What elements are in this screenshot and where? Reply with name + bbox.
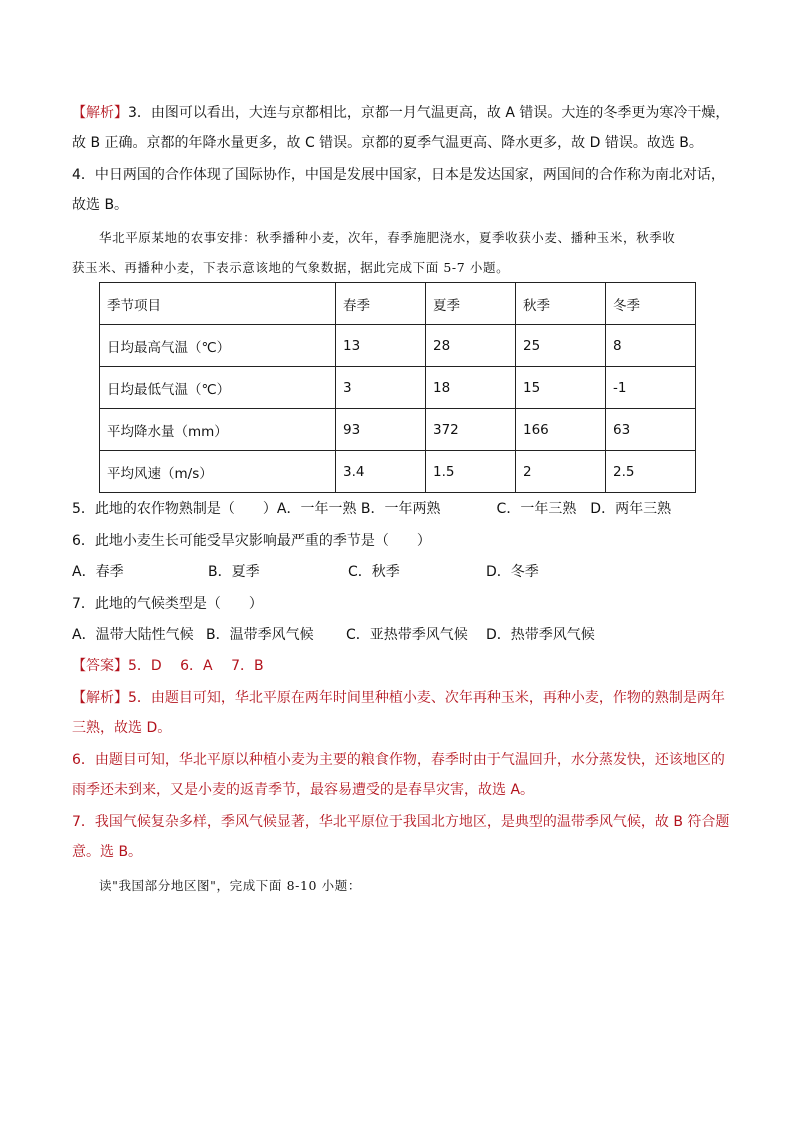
- table-cell: 3.4: [336, 451, 426, 493]
- answers-line: [72, 656, 264, 676]
- answer-text: 5．D 6．A 7．B: [128, 658, 264, 674]
- table-header-cell: 夏季: [426, 283, 516, 325]
- option-d: D．热带季风气候: [486, 627, 595, 643]
- analysis-q6-line1: 6．由题目可知，华北平原以种植小麦为主要的粮食作物，春季时由于气温回升，水分蒸发快，还该地区的: [72, 752, 725, 768]
- analysis-q6-line2: 雨季还未到来，又是小麦的返青季节，最容易遭受的是春旱灾害，故选 A。: [72, 782, 535, 798]
- q3-analysis-line2: 故 B 正确。京都的年降水量更多，故 C 错误。京都的夏季气温更高、降水更多，故 D 错误。故选 B。: [72, 135, 703, 151]
- option-c: C．亚热带季风气候: [346, 627, 468, 643]
- q4-analysis-line2: 故选 B。: [72, 197, 129, 213]
- table-row: [100, 367, 696, 409]
- table-cell: -1: [606, 367, 696, 409]
- q4-analysis-line1: 4．中日两国的合作体现了国际协作，中国是发展中国家，日本是发达国家，两国间的合作称为南北对话，: [72, 167, 725, 183]
- next-section-intro: 读"我国部分地区图"，完成下面 8-10 小题：: [99, 878, 361, 893]
- table-cell: 18: [426, 367, 516, 409]
- table-cell: 3: [336, 367, 426, 409]
- table-header-cell: 冬季: [606, 283, 696, 325]
- analysis-q7-line1: 7．我国气候复杂多样，季风气候显著，华北平原位于我国北方地区，是典型的温带季风气候，故 B 符合题: [72, 814, 730, 830]
- table-cell: 28: [426, 325, 516, 367]
- table-row: [100, 451, 696, 493]
- option-b: B．夏季: [208, 564, 260, 580]
- table-row: [100, 409, 696, 451]
- q3-analysis-text: 3．由图可以看出，大连与京都相比，京都一月气温更高，故 A 错误。大连的冬季更为寒冷干燥，: [128, 105, 730, 121]
- q3-analysis-line1: [72, 103, 729, 123]
- option-d: D．冬季: [486, 564, 539, 580]
- option-a: A．温带大陆性气候: [72, 627, 194, 643]
- table-header-cell: 秋季: [516, 283, 606, 325]
- option-c: C．秋季: [348, 564, 400, 580]
- question-6: 6．此地小麦生长可能受旱灾影响最严重的季节是（ ）: [72, 533, 431, 549]
- table-cell: 13: [336, 325, 426, 367]
- table-cell: 1.5: [426, 451, 516, 493]
- table-cell: 372: [426, 409, 516, 451]
- table-cell: 25: [516, 325, 606, 367]
- table-cell: 166: [516, 409, 606, 451]
- option-a: A．春季: [72, 564, 124, 580]
- table-cell: 63: [606, 409, 696, 451]
- analysis-tag: 【解析】: [72, 105, 128, 121]
- table-header-cell: 春季: [336, 283, 426, 325]
- table-header-cell: 季节项目: [100, 283, 336, 325]
- table-header-row: [100, 283, 696, 325]
- question-7: 7．此地的气候类型是（ ）: [72, 596, 263, 612]
- analysis-tag: 【解析】: [72, 690, 128, 706]
- answer-tag: 【答案】: [72, 658, 128, 674]
- option-b: B．温带季风气候: [206, 627, 314, 643]
- table-cell: 15: [516, 367, 606, 409]
- intro-line2: 获玉米、再播种小麦，下表示意该地的气象数据，据此完成下面 5-7 小题。: [72, 260, 510, 275]
- question-5: 5．此地的农作物熟制是（ ）A．一年一熟 B．一年两熟 C．一年三熟 D．两年三熟: [72, 501, 672, 517]
- table-cell: 93: [336, 409, 426, 451]
- table-cell: 平均风速（m/s）: [100, 451, 336, 493]
- table-cell: 平均降水量（mm）: [100, 409, 336, 451]
- table-cell: 2.5: [606, 451, 696, 493]
- table-row: [100, 325, 696, 367]
- intro-line1: 华北平原某地的农事安排：秋季播种小麦，次年，春季施肥浇水，夏季收获小麦、播种玉米，秋季收: [99, 230, 676, 245]
- table-cell: 2: [516, 451, 606, 493]
- analysis-q7-line2: 意。选 B。: [72, 844, 143, 860]
- table-cell: 日均最低气温（℃）: [100, 367, 336, 409]
- weather-table: [99, 282, 696, 493]
- table-cell: 8: [606, 325, 696, 367]
- analysis-text: 5．由题目可知，华北平原在两年时间里种植小麦、次年再种玉米，再种小麦，作物的熟制是两年: [128, 690, 725, 706]
- analysis-q5-line1: [72, 688, 725, 708]
- analysis-q5-line2: 三熟，故选 D。: [72, 720, 172, 736]
- table-cell: 日均最高气温（℃）: [100, 325, 336, 367]
